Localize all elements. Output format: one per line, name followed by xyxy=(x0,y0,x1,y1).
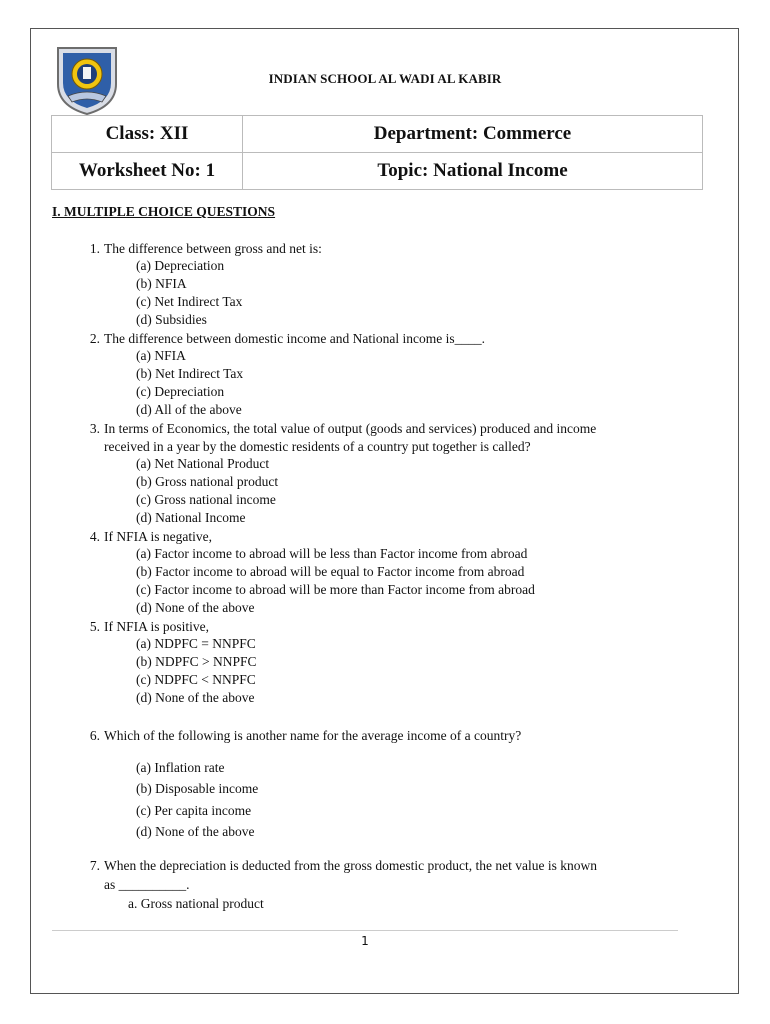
option: (b) Disposable income xyxy=(136,781,259,796)
question-text: as __________. xyxy=(104,877,190,892)
option: (d) None of the above xyxy=(136,600,255,615)
question-number: 5. xyxy=(89,619,100,634)
question-number: 6. xyxy=(89,728,100,743)
option: (d) Subsidies xyxy=(136,312,207,327)
section-title: I. MULTIPLE CHOICE QUESTIONS xyxy=(52,204,276,219)
option: (a) Depreciation xyxy=(136,258,225,273)
option: (c) NDPFC < NNPFC xyxy=(136,672,256,687)
option: (b) Gross national product xyxy=(136,474,279,489)
page-number: 1 xyxy=(361,934,369,948)
option: (d) None of the above xyxy=(136,690,255,705)
school-name: INDIAN SCHOOL AL WADI AL KABIR xyxy=(268,71,502,86)
option: (c) Gross national income xyxy=(136,492,276,507)
class-cell: Class: XII xyxy=(52,116,243,153)
option: (a) NDPFC = NNPFC xyxy=(136,636,256,651)
option: (a) Factor income to abroad will be less than Factor income from abroad xyxy=(136,546,528,561)
option: (d) None of the above xyxy=(136,824,255,839)
question-number: 3. xyxy=(89,421,100,436)
topic-cell: Topic: National Income xyxy=(243,153,703,190)
question-number: 4. xyxy=(89,529,100,544)
question-text: received in a year by the domestic residents of a country put together is called? xyxy=(104,439,531,454)
option: (c) Net Indirect Tax xyxy=(136,294,243,309)
option: (c) Depreciation xyxy=(136,384,225,399)
question-text: If NFIA is positive, xyxy=(104,619,210,634)
question-text: If NFIA is negative, xyxy=(104,529,212,544)
department-cell: Department: Commerce xyxy=(243,116,703,153)
footer-divider xyxy=(52,930,678,931)
option: (a) Inflation rate xyxy=(136,760,225,775)
option: a. Gross national product xyxy=(128,896,264,911)
option: (b) Factor income to abroad will be equal to Factor income from abroad xyxy=(136,564,525,579)
option: (b) NFIA xyxy=(136,276,187,291)
option: (d) All of the above xyxy=(136,402,242,417)
question-number: 2. xyxy=(89,331,100,346)
option: (b) NDPFC > NNPFC xyxy=(136,654,257,669)
option: (a) Net National Product xyxy=(136,456,270,471)
question-text: Which of the following is another name for the average income of a country? xyxy=(104,728,522,743)
question-text: When the depreciation is deducted from the gross domestic product, the net value is known xyxy=(104,858,597,873)
worksheet-cell: Worksheet No: 1 xyxy=(52,153,243,190)
question-number: 7. xyxy=(89,858,100,873)
option: (b) Net Indirect Tax xyxy=(136,366,244,381)
option: (d) National Income xyxy=(136,510,246,525)
question-text: The difference between domestic income and National income is____. xyxy=(104,331,485,346)
question-number: 1. xyxy=(89,241,100,256)
info-table xyxy=(51,115,703,190)
option: (a) NFIA xyxy=(136,348,186,363)
question-text: The difference between gross and net is: xyxy=(104,241,322,256)
option: (c) Factor income to abroad will be more than Factor income from abroad xyxy=(136,582,535,597)
option: (c) Per capita income xyxy=(136,803,252,818)
question-text: In terms of Economics, the total value of output (goods and services) produced and income xyxy=(104,421,597,436)
